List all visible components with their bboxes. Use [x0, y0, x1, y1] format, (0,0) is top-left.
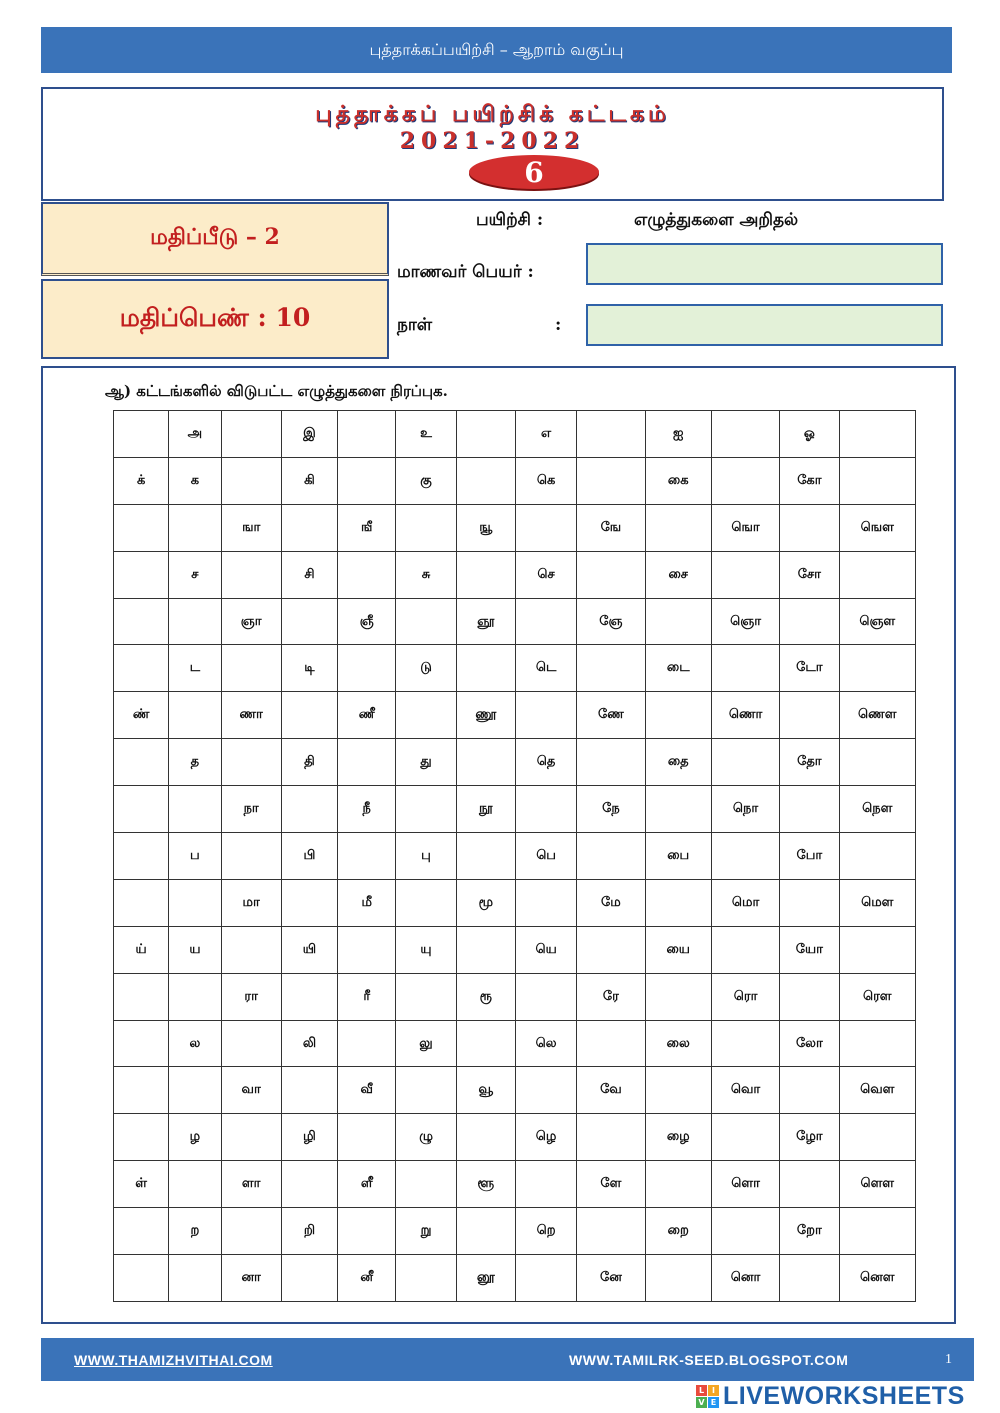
grid-letter-cell: ஞூ	[456, 598, 515, 645]
grid-blank-cell[interactable]	[645, 1067, 711, 1114]
grid-letter-cell: னூ	[456, 1255, 515, 1302]
grid-blank-cell[interactable]	[577, 1208, 645, 1255]
grid-letter-cell: கு	[396, 457, 456, 504]
grid-letter-cell: ட	[169, 645, 221, 692]
grid-blank-cell[interactable]	[221, 411, 281, 458]
grid-letter-cell: நா	[221, 786, 281, 833]
grid-blank-cell[interactable]	[114, 1255, 169, 1302]
grid-blank-cell[interactable]	[221, 551, 281, 598]
grid-letter-cell: ஙீ	[338, 504, 396, 551]
grid-blank-cell[interactable]	[169, 1255, 221, 1302]
grid-letter-cell: வௌ	[839, 1067, 916, 1114]
grid-blank-cell[interactable]	[338, 457, 396, 504]
grid-letter-cell: ளூ	[456, 1161, 515, 1208]
grid-letter-cell: ளொ	[711, 1161, 779, 1208]
banner-text: புத்தாக்கப்பயிற்சி – ஆறாம் வகுப்பு	[369, 39, 624, 59]
grid-letter-cell: பெ	[515, 833, 576, 880]
grid-row	[114, 504, 916, 551]
grid-letter-cell: இ	[281, 411, 337, 458]
grid-blank-cell[interactable]	[456, 1114, 515, 1161]
grid-blank-cell[interactable]	[577, 551, 645, 598]
grid-row	[114, 1020, 916, 1067]
grid-letter-cell: ளே	[577, 1161, 645, 1208]
grid-row	[114, 1114, 916, 1161]
grid-blank-cell[interactable]	[281, 879, 337, 926]
academic-year: 2021-2022	[399, 128, 586, 154]
grid-blank-cell[interactable]	[281, 598, 337, 645]
grid-row	[114, 973, 916, 1020]
grid-blank-cell[interactable]	[221, 1020, 281, 1067]
grid-row	[114, 1208, 916, 1255]
grid-blank-cell[interactable]	[338, 833, 396, 880]
grid-row	[114, 739, 916, 786]
grid-letter-cell: ண்	[114, 692, 169, 739]
grid-letter-cell: மா	[221, 879, 281, 926]
grid-blank-cell[interactable]	[396, 504, 456, 551]
grid-letter-cell: பை	[645, 833, 711, 880]
grid-letter-cell: ணே	[577, 692, 645, 739]
grid-blank-cell[interactable]	[711, 645, 779, 692]
grid-blank-cell[interactable]	[577, 411, 645, 458]
grid-letter-cell: மௌ	[839, 879, 916, 926]
grid-letter-cell: ய	[169, 926, 221, 973]
grid-letter-cell: எ	[515, 411, 576, 458]
grid-letter-cell: தி	[281, 739, 337, 786]
grid-blank-cell[interactable]	[281, 1067, 337, 1114]
grid-letter-cell: ரீ	[338, 973, 396, 1020]
grid-blank-cell[interactable]	[577, 926, 645, 973]
grid-row	[114, 598, 916, 645]
grid-letter-cell: பு	[396, 833, 456, 880]
grid-blank-cell[interactable]	[780, 1067, 839, 1114]
grid-blank-cell[interactable]	[338, 411, 396, 458]
grid-letter-cell: ணீ	[338, 692, 396, 739]
grid-letter-cell: டை	[645, 645, 711, 692]
grid-letter-cell: ணூ	[456, 692, 515, 739]
grid-row	[114, 645, 916, 692]
grid-blank-cell[interactable]	[711, 1114, 779, 1161]
grid-letter-cell: யி	[281, 926, 337, 973]
grid-letter-cell: க	[169, 457, 221, 504]
grid-blank-cell[interactable]	[515, 1255, 576, 1302]
grid-blank-cell[interactable]	[338, 551, 396, 598]
grid-letter-cell: து	[396, 739, 456, 786]
grid-blank-cell[interactable]	[577, 457, 645, 504]
grid-letter-cell: ழு	[396, 1114, 456, 1161]
grid-letter-cell: ஞொ	[711, 598, 779, 645]
grid-blank-cell[interactable]	[221, 926, 281, 973]
grid-letter-cell: ளீ	[338, 1161, 396, 1208]
grid-letter-cell: லெ	[515, 1020, 576, 1067]
grid-letter-cell: ரூ	[456, 973, 515, 1020]
grid-letter-cell: தெ	[515, 739, 576, 786]
grid-blank-cell[interactable]	[281, 1255, 337, 1302]
grid-blank-cell[interactable]	[645, 786, 711, 833]
grid-letter-cell: செ	[515, 551, 576, 598]
grid-letter-cell: ற	[169, 1208, 221, 1255]
grid-blank-cell[interactable]	[577, 1114, 645, 1161]
student-name-input[interactable]	[586, 243, 943, 285]
grid-row	[114, 551, 916, 598]
grid-blank-cell[interactable]	[711, 739, 779, 786]
grid-blank-cell[interactable]	[169, 786, 221, 833]
grid-letter-cell: நௌ	[839, 786, 916, 833]
grid-blank-cell[interactable]	[169, 692, 221, 739]
grid-letter-cell: ஞா	[221, 598, 281, 645]
grid-blank-cell[interactable]	[114, 739, 169, 786]
grid-letter-cell: றெ	[515, 1208, 576, 1255]
grid-letter-cell: ள்	[114, 1161, 169, 1208]
grid-letter-cell: லி	[281, 1020, 337, 1067]
grid-letter-cell: நூ	[456, 786, 515, 833]
grid-blank-cell[interactable]	[456, 739, 515, 786]
top-banner	[41, 27, 952, 73]
grid-blank-cell[interactable]	[221, 833, 281, 880]
grid-blank-cell[interactable]	[780, 879, 839, 926]
grid-blank-cell[interactable]	[281, 973, 337, 1020]
grid-blank-cell[interactable]	[114, 551, 169, 598]
footer-left-link[interactable]: WWW.THAMIZHVITHAI.COM	[74, 1352, 273, 1368]
grid-letter-cell: தோ	[780, 739, 839, 786]
grid-letter-cell: வொ	[711, 1067, 779, 1114]
grid-row	[114, 1067, 916, 1114]
grid-blank-cell[interactable]	[711, 1020, 779, 1067]
grid-letter-cell: கை	[645, 457, 711, 504]
grid-blank-cell[interactable]	[396, 1255, 456, 1302]
grid-blank-cell[interactable]	[169, 1067, 221, 1114]
grid-letter-cell: நே	[577, 786, 645, 833]
grid-letter-cell: நொ	[711, 786, 779, 833]
grid-letter-cell: கி	[281, 457, 337, 504]
grid-row	[114, 786, 916, 833]
grid-letter-cell: கோ	[780, 457, 839, 504]
exercise-label: பயிற்சி :	[476, 210, 544, 230]
grid-letter-cell: ய்	[114, 926, 169, 973]
grid-letter-cell: ளௌ	[839, 1161, 916, 1208]
grid-blank-cell[interactable]	[281, 692, 337, 739]
grid-letter-cell: யு	[396, 926, 456, 973]
grid-letter-cell: யோ	[780, 926, 839, 973]
grid-blank-cell[interactable]	[711, 551, 779, 598]
grid-blank-cell[interactable]	[839, 739, 916, 786]
date-label: நாள்	[397, 315, 433, 335]
page-number: 1	[945, 1352, 952, 1367]
grid-blank-cell[interactable]	[114, 1067, 169, 1114]
grid-letter-cell: லை	[645, 1020, 711, 1067]
grid-letter-cell: ஞௌ	[839, 598, 916, 645]
grid-letter-cell: ச	[169, 551, 221, 598]
grid-letter-cell: றை	[645, 1208, 711, 1255]
grid-letter-cell: சி	[281, 551, 337, 598]
grid-letter-cell: யெ	[515, 926, 576, 973]
grid-letter-cell: கெ	[515, 457, 576, 504]
grid-letter-cell: ழி	[281, 1114, 337, 1161]
grid-blank-cell[interactable]	[645, 1161, 711, 1208]
grid-blank-cell[interactable]	[396, 692, 456, 739]
grid-blank-cell[interactable]	[456, 833, 515, 880]
grid-blank-cell[interactable]	[780, 973, 839, 1020]
grid-blank-cell[interactable]	[338, 739, 396, 786]
grid-blank-cell[interactable]	[396, 786, 456, 833]
grid-letter-cell: ஙூ	[456, 504, 515, 551]
grid-letter-cell: டி	[281, 645, 337, 692]
grid-letter-cell: று	[396, 1208, 456, 1255]
letter-grid	[113, 410, 916, 1302]
grid-letter-cell: ரௌ	[839, 973, 916, 1020]
grid-blank-cell[interactable]	[711, 411, 779, 458]
grid-letter-cell: னொ	[711, 1255, 779, 1302]
grid-blank-cell[interactable]	[281, 504, 337, 551]
grid-blank-cell[interactable]	[114, 411, 169, 458]
footer-right-link[interactable]: WWW.TAMILRK-SEED.BLOGSPOT.COM	[569, 1352, 849, 1368]
grid-blank-cell[interactable]	[515, 1161, 576, 1208]
student-name-label: மாணவர் பெயர் :	[397, 262, 534, 282]
grid-blank-cell[interactable]	[221, 1208, 281, 1255]
exercise-value: எழுத்துகளை அறிதல்	[634, 210, 799, 230]
grid-blank-cell[interactable]	[839, 833, 916, 880]
grid-blank-cell[interactable]	[515, 692, 576, 739]
grid-blank-cell[interactable]	[114, 598, 169, 645]
marks-text: மதிப்பெண் : 10	[119, 302, 311, 332]
grid-blank-cell[interactable]	[711, 457, 779, 504]
grid-blank-cell[interactable]	[839, 645, 916, 692]
grid-letter-cell: ழோ	[780, 1114, 839, 1161]
grid-blank-cell[interactable]	[456, 645, 515, 692]
grid-letter-cell: உ	[396, 411, 456, 458]
grid-blank-cell[interactable]	[114, 879, 169, 926]
grid-letter-cell: த	[169, 739, 221, 786]
grid-blank-cell[interactable]	[396, 1067, 456, 1114]
grid-blank-cell[interactable]	[645, 598, 711, 645]
grid-blank-cell[interactable]	[114, 973, 169, 1020]
grid-blank-cell[interactable]	[456, 411, 515, 458]
grid-letter-cell: வா	[221, 1067, 281, 1114]
grid-blank-cell[interactable]	[780, 504, 839, 551]
grid-blank-cell[interactable]	[456, 1020, 515, 1067]
marks-label	[41, 279, 389, 359]
grid-blank-cell[interactable]	[515, 973, 576, 1020]
grid-letter-cell: றோ	[780, 1208, 839, 1255]
grid-letter-cell: மூ	[456, 879, 515, 926]
title-box	[41, 87, 944, 201]
grid-blank-cell[interactable]	[169, 1161, 221, 1208]
grid-letter-cell: ழை	[645, 1114, 711, 1161]
grid-letter-cell: ப	[169, 833, 221, 880]
logo-block-v: V	[696, 1397, 707, 1408]
grid-blank-cell[interactable]	[780, 786, 839, 833]
grid-letter-cell: க்	[114, 457, 169, 504]
grid-blank-cell[interactable]	[169, 598, 221, 645]
grid-blank-cell[interactable]	[456, 926, 515, 973]
grid-letter-cell: ஐ	[645, 411, 711, 458]
liveworksheets-text: LIVEWORKSHEETS	[723, 1381, 965, 1410]
grid-row	[114, 1161, 916, 1208]
grid-letter-cell: டு	[396, 645, 456, 692]
grid-letter-cell: டெ	[515, 645, 576, 692]
footer	[41, 1338, 974, 1381]
grid-blank-cell[interactable]	[515, 598, 576, 645]
grid-blank-cell[interactable]	[114, 1020, 169, 1067]
grid-blank-cell[interactable]	[281, 786, 337, 833]
grid-blank-cell[interactable]	[645, 973, 711, 1020]
grid-blank-cell[interactable]	[114, 833, 169, 880]
grid-letter-cell: ஙொ	[711, 504, 779, 551]
grid-letter-cell: ரே	[577, 973, 645, 1020]
grid-letter-cell: ஓ	[780, 411, 839, 458]
grid-letter-cell: னே	[577, 1255, 645, 1302]
grid-blank-cell[interactable]	[396, 598, 456, 645]
grid-row	[114, 457, 916, 504]
grid-letter-cell: லோ	[780, 1020, 839, 1067]
grid-blank-cell[interactable]	[396, 973, 456, 1020]
grid-letter-cell: வூ	[456, 1067, 515, 1114]
grid-blank-cell[interactable]	[515, 879, 576, 926]
course-title: புத்தாக்கப் பயிற்சிக் கட்டகம்	[315, 101, 670, 127]
grid-letter-cell: மீ	[338, 879, 396, 926]
grid-blank-cell[interactable]	[114, 504, 169, 551]
grid-blank-cell[interactable]	[577, 739, 645, 786]
grid-blank-cell[interactable]	[338, 1020, 396, 1067]
grid-blank-cell[interactable]	[577, 1020, 645, 1067]
grid-blank-cell[interactable]	[396, 1161, 456, 1208]
grid-blank-cell[interactable]	[711, 833, 779, 880]
grid-letter-cell: ரா	[221, 973, 281, 1020]
grid-blank-cell[interactable]	[114, 1114, 169, 1161]
grid-blank-cell[interactable]	[221, 457, 281, 504]
evaluation-label	[41, 202, 389, 276]
grid-blank-cell[interactable]	[577, 833, 645, 880]
grid-letter-cell: றி	[281, 1208, 337, 1255]
liveworksheets-blocks	[696, 1385, 719, 1408]
grade-badge: 6	[469, 155, 599, 189]
grid-blank-cell[interactable]	[456, 551, 515, 598]
grid-letter-cell: ணா	[221, 692, 281, 739]
grid-blank-cell[interactable]	[169, 973, 221, 1020]
grid-letter-cell: ல	[169, 1020, 221, 1067]
liveworksheets-logo	[696, 1381, 965, 1411]
grid-blank-cell[interactable]	[711, 1208, 779, 1255]
grid-letter-cell: சை	[645, 551, 711, 598]
grid-blank-cell[interactable]	[338, 926, 396, 973]
grid-letter-cell: சோ	[780, 551, 839, 598]
evaluation-text: மதிப்பீடு – 2	[150, 224, 280, 250]
grid-blank-cell[interactable]	[839, 457, 916, 504]
grid-letter-cell: ஙே	[577, 504, 645, 551]
grid-blank-cell[interactable]	[221, 1114, 281, 1161]
grid-blank-cell[interactable]	[515, 786, 576, 833]
grid-letter-cell: வே	[577, 1067, 645, 1114]
grid-letter-cell: னா	[221, 1255, 281, 1302]
grid-letter-cell: ழ	[169, 1114, 221, 1161]
grid-letter-cell: அ	[169, 411, 221, 458]
grid-letter-cell: ஙா	[221, 504, 281, 551]
grid-letter-cell: ஞீ	[338, 598, 396, 645]
instruction-text: ஆ) கட்டங்களில் விடுபட்ட எழுத்துகளை நிரப்புக.	[105, 382, 448, 400]
grid-blank-cell[interactable]	[780, 1161, 839, 1208]
grid-blank-cell[interactable]	[338, 645, 396, 692]
grid-letter-cell: ஞே	[577, 598, 645, 645]
date-colon: :	[555, 315, 562, 335]
grid-letter-cell: யை	[645, 926, 711, 973]
logo-block-e: E	[708, 1397, 719, 1408]
grid-blank-cell[interactable]	[114, 1208, 169, 1255]
grid-letter-cell: ணௌ	[839, 692, 916, 739]
grid-letter-cell: ழெ	[515, 1114, 576, 1161]
date-input[interactable]	[586, 304, 943, 346]
grid-blank-cell[interactable]	[711, 926, 779, 973]
grid-blank-cell[interactable]	[338, 1208, 396, 1255]
grid-letter-cell: ணொ	[711, 692, 779, 739]
grid-letter-cell: மே	[577, 879, 645, 926]
grid-blank-cell[interactable]	[780, 598, 839, 645]
grid-blank-cell[interactable]	[780, 692, 839, 739]
grid-letter-cell: ரொ	[711, 973, 779, 1020]
grid-letter-cell: போ	[780, 833, 839, 880]
grid-blank-cell[interactable]	[221, 645, 281, 692]
grid-blank-cell[interactable]	[839, 1020, 916, 1067]
grid-row	[114, 926, 916, 973]
grid-blank-cell[interactable]	[114, 786, 169, 833]
grid-blank-cell[interactable]	[456, 1208, 515, 1255]
grid-blank-cell[interactable]	[515, 504, 576, 551]
grid-blank-cell[interactable]	[515, 1067, 576, 1114]
grid-blank-cell[interactable]	[780, 1255, 839, 1302]
grid-letter-cell: லு	[396, 1020, 456, 1067]
grid-letter-cell: நீ	[338, 786, 396, 833]
grid-blank-cell[interactable]	[645, 504, 711, 551]
grid-blank-cell[interactable]	[839, 926, 916, 973]
grid-blank-cell[interactable]	[839, 1114, 916, 1161]
grid-letter-cell: டோ	[780, 645, 839, 692]
grid-blank-cell[interactable]	[645, 1255, 711, 1302]
grid-row	[114, 1255, 916, 1302]
grid-row	[114, 411, 916, 458]
grid-letter-cell: ளா	[221, 1161, 281, 1208]
grid-blank-cell[interactable]	[839, 1208, 916, 1255]
grid-blank-cell[interactable]	[114, 645, 169, 692]
grid-letter-cell: வீ	[338, 1067, 396, 1114]
grid-blank-cell[interactable]	[338, 1114, 396, 1161]
logo-block-l: L	[696, 1385, 707, 1396]
grid-blank-cell[interactable]	[839, 411, 916, 458]
grid-blank-cell[interactable]	[169, 504, 221, 551]
grid-blank-cell[interactable]	[645, 879, 711, 926]
grid-letter-cell: மொ	[711, 879, 779, 926]
grid-blank-cell[interactable]	[396, 879, 456, 926]
grid-letter-cell: தை	[645, 739, 711, 786]
worksheet	[41, 366, 956, 1324]
grid-letter-cell: ஙௌ	[839, 504, 916, 551]
grid-letter-cell: னௌ	[839, 1255, 916, 1302]
grid-letter-cell: சு	[396, 551, 456, 598]
grid-blank-cell[interactable]	[456, 457, 515, 504]
grid-blank-cell[interactable]	[839, 551, 916, 598]
grid-letter-cell: னீ	[338, 1255, 396, 1302]
grid-row	[114, 879, 916, 926]
grid-letter-cell: பி	[281, 833, 337, 880]
grid-blank-cell[interactable]	[645, 692, 711, 739]
grid-blank-cell[interactable]	[169, 879, 221, 926]
grid-blank-cell[interactable]	[281, 1161, 337, 1208]
logo-block-i: I	[708, 1385, 719, 1396]
grid-blank-cell[interactable]	[221, 739, 281, 786]
grid-blank-cell[interactable]	[577, 645, 645, 692]
grid-row	[114, 833, 916, 880]
grid-row	[114, 692, 916, 739]
